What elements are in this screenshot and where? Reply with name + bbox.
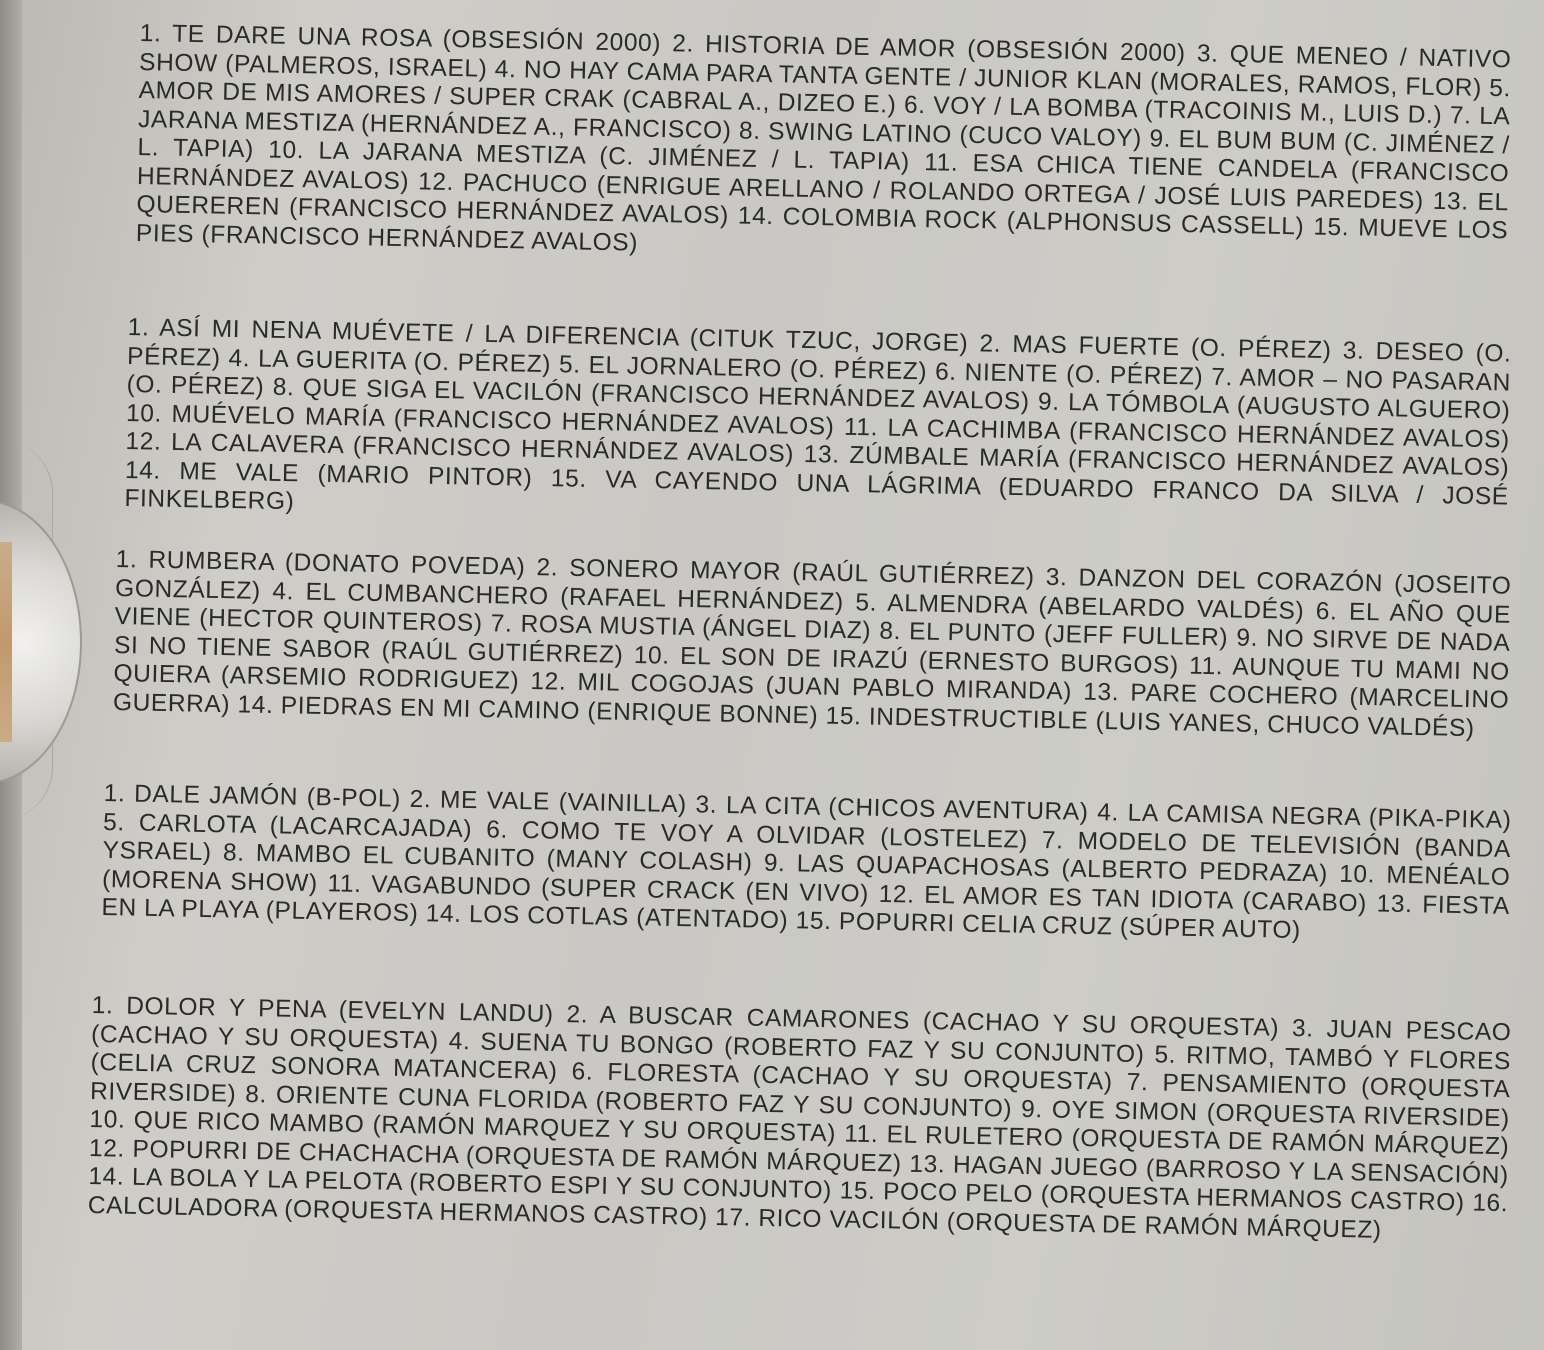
tracklist-disc-3: 1. RUMBERA (DONATO POVEDA) 2. SONERO MAYOR (RAÚL GUTIÉRREZ) 3. DANZON DEL CORAZÓN (JOSEITO GONZÁLEZ) 4. EL CUMBANCHERO (RAFAEL HERNÁNDEZ) 5. ALMENDRA (ABELARDO VALDÉS) 6. EL AÑO QUE VIENE (HECTOR QUINTEROS) 7. ROSA MUSTIA (ÁNGEL DIAZ) 8. EL PUNTO (JEFF FULLER) 9. NO SIRVE DE NADA SI NO TIENE SABOR (RAÚL GUTIÉRREZ) 10. EL SON DE IRAZÚ (ERNESTO BURGOS) 11. AUNQUE TU MAMI NO QUIERA (ARSEMIO RODRIGUEZ) 12. MIL COGOJAS (JUAN PABLO MIRANDA) 13. PARE COCHERO (MARCELINO GUERRA) 14. PIEDRAS EN MI CAMINO (ENRIQUE BONNE) 15. INDESTRUCTIBLE (LUIS YANES, CHUCO VALDÉS) — [112, 546, 1512, 742]
tracklist-disc-4: 1. DALE JAMÓN (B-POL) 2. ME VALE (VAINILLA) 3. LA CITA (CHICOS AVENTURA) 4. LA CAMISA NEGRA (PIKA-PIKA) 5. CARLOTA (LACARCAJADA) 6. COMO TE VOY A OLVIDAR (LOSTELEZ) 7. MODELO DE TELEVISIÓN (BANDA YSRAEL) 8. MAMBO EL CUBANITO (MANY COLASH) 9. LAS QUAPACHOSAS (ALBERTO PEDRAZA) 10. MENÉALO (MORENA SHOW) 11. VAGABUNDO (SUPER CRACK (EN VIVO) 12. EL AMOR ES TAN IDIOTA (CARABO) 13. FIESTA EN LA PLAYA (PLAYEROS) 14. LOS COTLAS (ATENTADO) 15. POPURRI CELIA CRUZ (SÚPER AUTO) — [101, 780, 1512, 945]
tracklist-disc-1: 1. TE DARE UNA ROSA (OBSESIÓN 2000) 2. HISTORIA DE AMOR (OBSESIÓN 2000) 3. QUE MENEO / NATIVO SHOW (PALMEROS, ISRAEL) 4. NO HAY CAMA PARA TANTA GENTE / JUNIOR KLAN (MORALES, RAMOS, FLOR) 5. AMOR DE MIS AMORES / SUPER CRAK (CABRAL A., DIZEO E.) 6. VOY / LA BOMBA (TRACOINIS M., LUIS D.) 7. LA JARANA MESTIZA (HERNÁNDEZ A., FRANCISCO) 8. SWING LATINO (CUCO VALOY) 9. EL BUM BUM (C. JIMÉNEZ / L. TAPIA) 10. LA JARANA MESTIZA (C. JIMÉNEZ / L. TAPIA) 11. ESA CHICA TIENE CANDELA (FRANCISCO HERNÁNDEZ AVALOS) 12. PACHUCO (ENRIGUE ARELLANO / ROLANDO ORTEGA / JOSÉ LUIS PAREDES) 13. EL QUEREREN (FRANCISCO HERNÁNDEZ AVALOS) 14. COLOMBIA ROCK (ALPHONSUS CASSELL) 15. MUEVE LOS PIES (FRANCISCO HERNÁNDEZ AVALOS) — [135, 20, 1512, 257]
tracklist-disc-5: 1. DOLOR Y PENA (EVELYN LANDU) 2. A BUSCAR CAMARONES (CACHAO Y SU ORQUESTA) 3. JUAN PESCAO (CACHAO Y SU ORQUESTA) 4. SUENA TU BONGO (ROBERTO FAZ Y SU CONJUNTO) 5. RITMO, TAMBÓ Y FLORES (CELIA CRUZ SONORA MATANCERA) 6. FLORESTA (CACHAO Y SU ORQUESTA) 7. PENSAMIENTO (ORQUESTA RIVERSIDE) 8. ORIENTE CUNA FLORIDA (ROBERTO FAZ Y SU CONJUNTO) 9. OYE SIMON (ORQUESTA RIVERSIDE) 10. QUE RICO MAMBO (RAMÓN MARQUEZ Y SU ORQUESTA) 11. EL RULETERO (ORQUESTA DE RAMÓN MÁRQUEZ) 12. POPURRI DE CHACHACHA (ORQUESTA DE RAMÓN MÁRQUEZ) 13. HAGAN JUEGO (BARROSO Y LA SENSACIÓN) 14. LA BOLA Y LA PELOTA (ROBERTO ESPI Y SU CONJUNTO) 15. POCO PELO (ORQUESTA HERMANOS CASTRO) 16. CALCULADORA (ORQUESTA HERMANOS CASTRO) 17. RICO VACILÓN (ORQUESTA DE RAMÓN MÁRQUEZ) — [87, 992, 1512, 1244]
tracklist-disc-2: 1. ASÍ MI NENA MUÉVETE / LA DIFERENCIA (CITUK TZUC, JORGE) 2. MAS FUERTE (O. PÉREZ) 3. DESEO (O. PÉREZ) 4. LA GUERITA (O. PÉREZ) 5. EL JORNALERO (O. PÉREZ) 6. NIENTE (O. PÉREZ) 7. AMOR – NO PASARAN (O. PÉREZ) 8. QUE SIGA EL VACILÓN (FRANCISCO HERNÁNDEZ AVALOS) 9. LA TÓMBOLA (AUGUSTO ALGUERO) 10. MUÉVELO MARÍA (FRANCISCO HERNÁNDEZ AVALOS) 11. LA CACHIMBA (FRANCISCO HERNÁNDEZ AVALOS) 12. LA CALAVERA (FRANCISCO HERNÁNDEZ AVALOS) 13. ZÚMBALE MARÍA (FRANCISCO HERNÁNDEZ AVALOS) 14. ME VALE (MARIO PINTOR) 15. VA CAYENDO UNA LÁGRIMA (EDUARDO FRANCO DA SILVA / JOSÉ FINKELBERG) — [124, 314, 1512, 516]
tracklists — [87, 20, 1512, 1330]
disc-label-stripe — [0, 542, 12, 742]
cd-disc-icon — [0, 500, 82, 784]
